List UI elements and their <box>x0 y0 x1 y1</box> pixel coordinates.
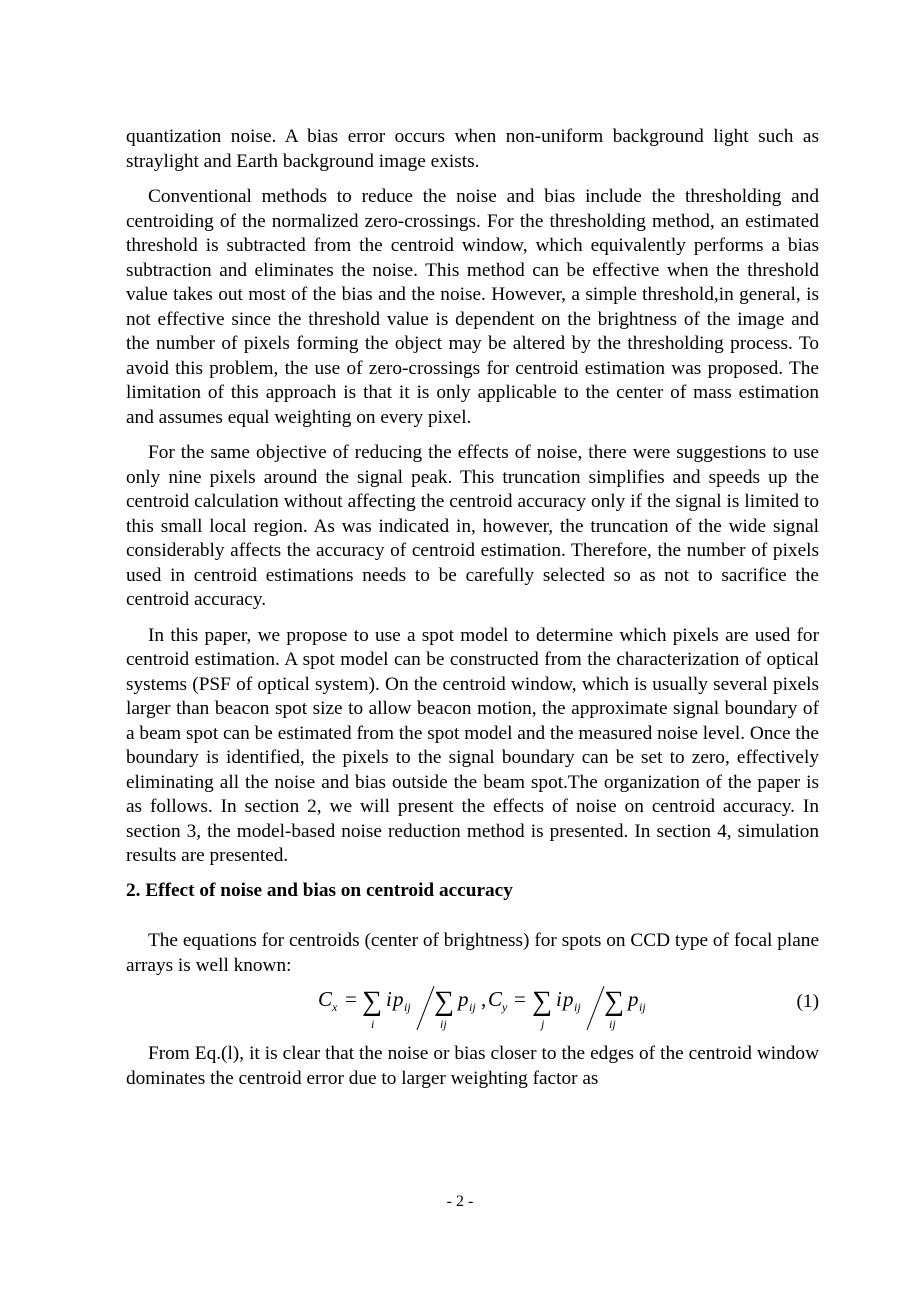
paragraph-1: Conventional methods to reduce the noise and bias include the thresholding and centroiding of the normalized zero-crossings. For the thresholding method, an estimated threshold is subtracted from the centroid window, which equivalently performs a bias subtraction and eliminates the noise. This method can be effective when the threshold value takes out most of the bias and the noise. However, a simple threshold,in general, is not effective since the threshold value is dependent on the brightness of the image and the number of pixels forming the object may be altered by the thresholding process. To avoid this problem, the use of zero-crossings for centroid estimation was proposed. The limitation of this approach is that it is only applicable to the center of mass estimation and assumes equal weighting on every pixel. <box>126 186 819 428</box>
eq-p-2: p <box>458 987 469 1011</box>
eq-cx: C <box>318 987 333 1011</box>
eq-i-2: i <box>556 987 562 1011</box>
eq-equals-2: = <box>514 987 526 1011</box>
eq-comma: , <box>481 987 487 1011</box>
eq-sum-2-sub: ij <box>440 1017 447 1031</box>
eq-p-3: p <box>563 987 574 1011</box>
eq-p-4-sub: ij <box>639 1000 646 1014</box>
centroid-equation <box>310 980 650 1038</box>
eq-sum-1: ∑ <box>362 986 382 1017</box>
equation-number: (1) <box>796 991 819 1012</box>
eq-cx-sub: x <box>332 1000 338 1014</box>
eq-p-4: p <box>628 987 639 1011</box>
paragraph-5: From Eq.(l), it is clear that the noise or bias closer to the edges of the centroid window dominates the centroid error due to larger weighting factor as <box>126 1043 819 1089</box>
eq-sum-4: ∑ <box>604 986 624 1017</box>
page-body <box>126 125 819 1091</box>
eq-i-1: i <box>386 987 392 1011</box>
eq-p-1: p <box>393 987 404 1011</box>
page-number: - 2 - <box>446 1193 474 1210</box>
eq-cy-sub: y <box>502 1000 508 1014</box>
eq-sum-3-sub: j <box>541 1017 545 1031</box>
paragraph-4: The equations for centroids (center of brightness) for spots on CCD type of focal plane arrays is well known: <box>126 930 819 976</box>
eq-p-2-sub: ij <box>469 1000 476 1014</box>
eq-p-1-sub: ij <box>404 1000 411 1014</box>
eq-slash-2 <box>587 986 604 1030</box>
eq-equals-1: = <box>345 987 357 1011</box>
eq-sum-4-sub: ij <box>609 1017 616 1031</box>
eq-cy: C <box>488 987 503 1011</box>
eq-slash-1 <box>417 986 434 1030</box>
eq-p-3-sub: ij <box>574 1000 581 1014</box>
equation-1 <box>126 980 819 1038</box>
section-heading: 2. Effect of noise and bias on centroid accuracy <box>126 879 513 901</box>
eq-sum-3: ∑ <box>532 986 552 1017</box>
paragraph-3: In this paper, we propose to use a spot model to determine which pixels are used for centroid estimation. A spot model can be constructed from the characterization of optical systems (PSF of optical system). On the centroid window, which is usually several pixels larger than beacon spot size to allow beacon motion, the approximate signal boundary of a beam spot can be estimated from the spot model and the measured noise level. Once the boundary is identified, the pixels to the signal boundary can be set to zero, effectively eliminating all the noise and bias outside the beam spot.The organization of the paper is as follows. In section 2, we will present the effects of noise on centroid accuracy. In section 3, the model-based noise reduction method is presented. In section 4, simulation results are presented. <box>126 624 819 866</box>
eq-sum-2: ∑ <box>434 986 454 1017</box>
paragraph-2: For the same objective of reducing the effects of noise, there were suggestions to use only nine pixels around the signal peak. This truncation simplifies and speeds up the centroid calculation without affecting the centroid accuracy only if the signal is limited to this small local region. As was indicated in, however, the truncation of the wide signal considerably affects the accuracy of centroid estimation. Therefore, the number of pixels used in centroid estimations needs to be carefully selected so as not to sacrifice the centroid accuracy. <box>126 442 819 610</box>
eq-sum-1-sub: i <box>371 1017 375 1031</box>
paragraph-0: quantization noise. A bias error occurs when non-uniform background light such as straylight and Earth background image exists. <box>126 126 819 172</box>
